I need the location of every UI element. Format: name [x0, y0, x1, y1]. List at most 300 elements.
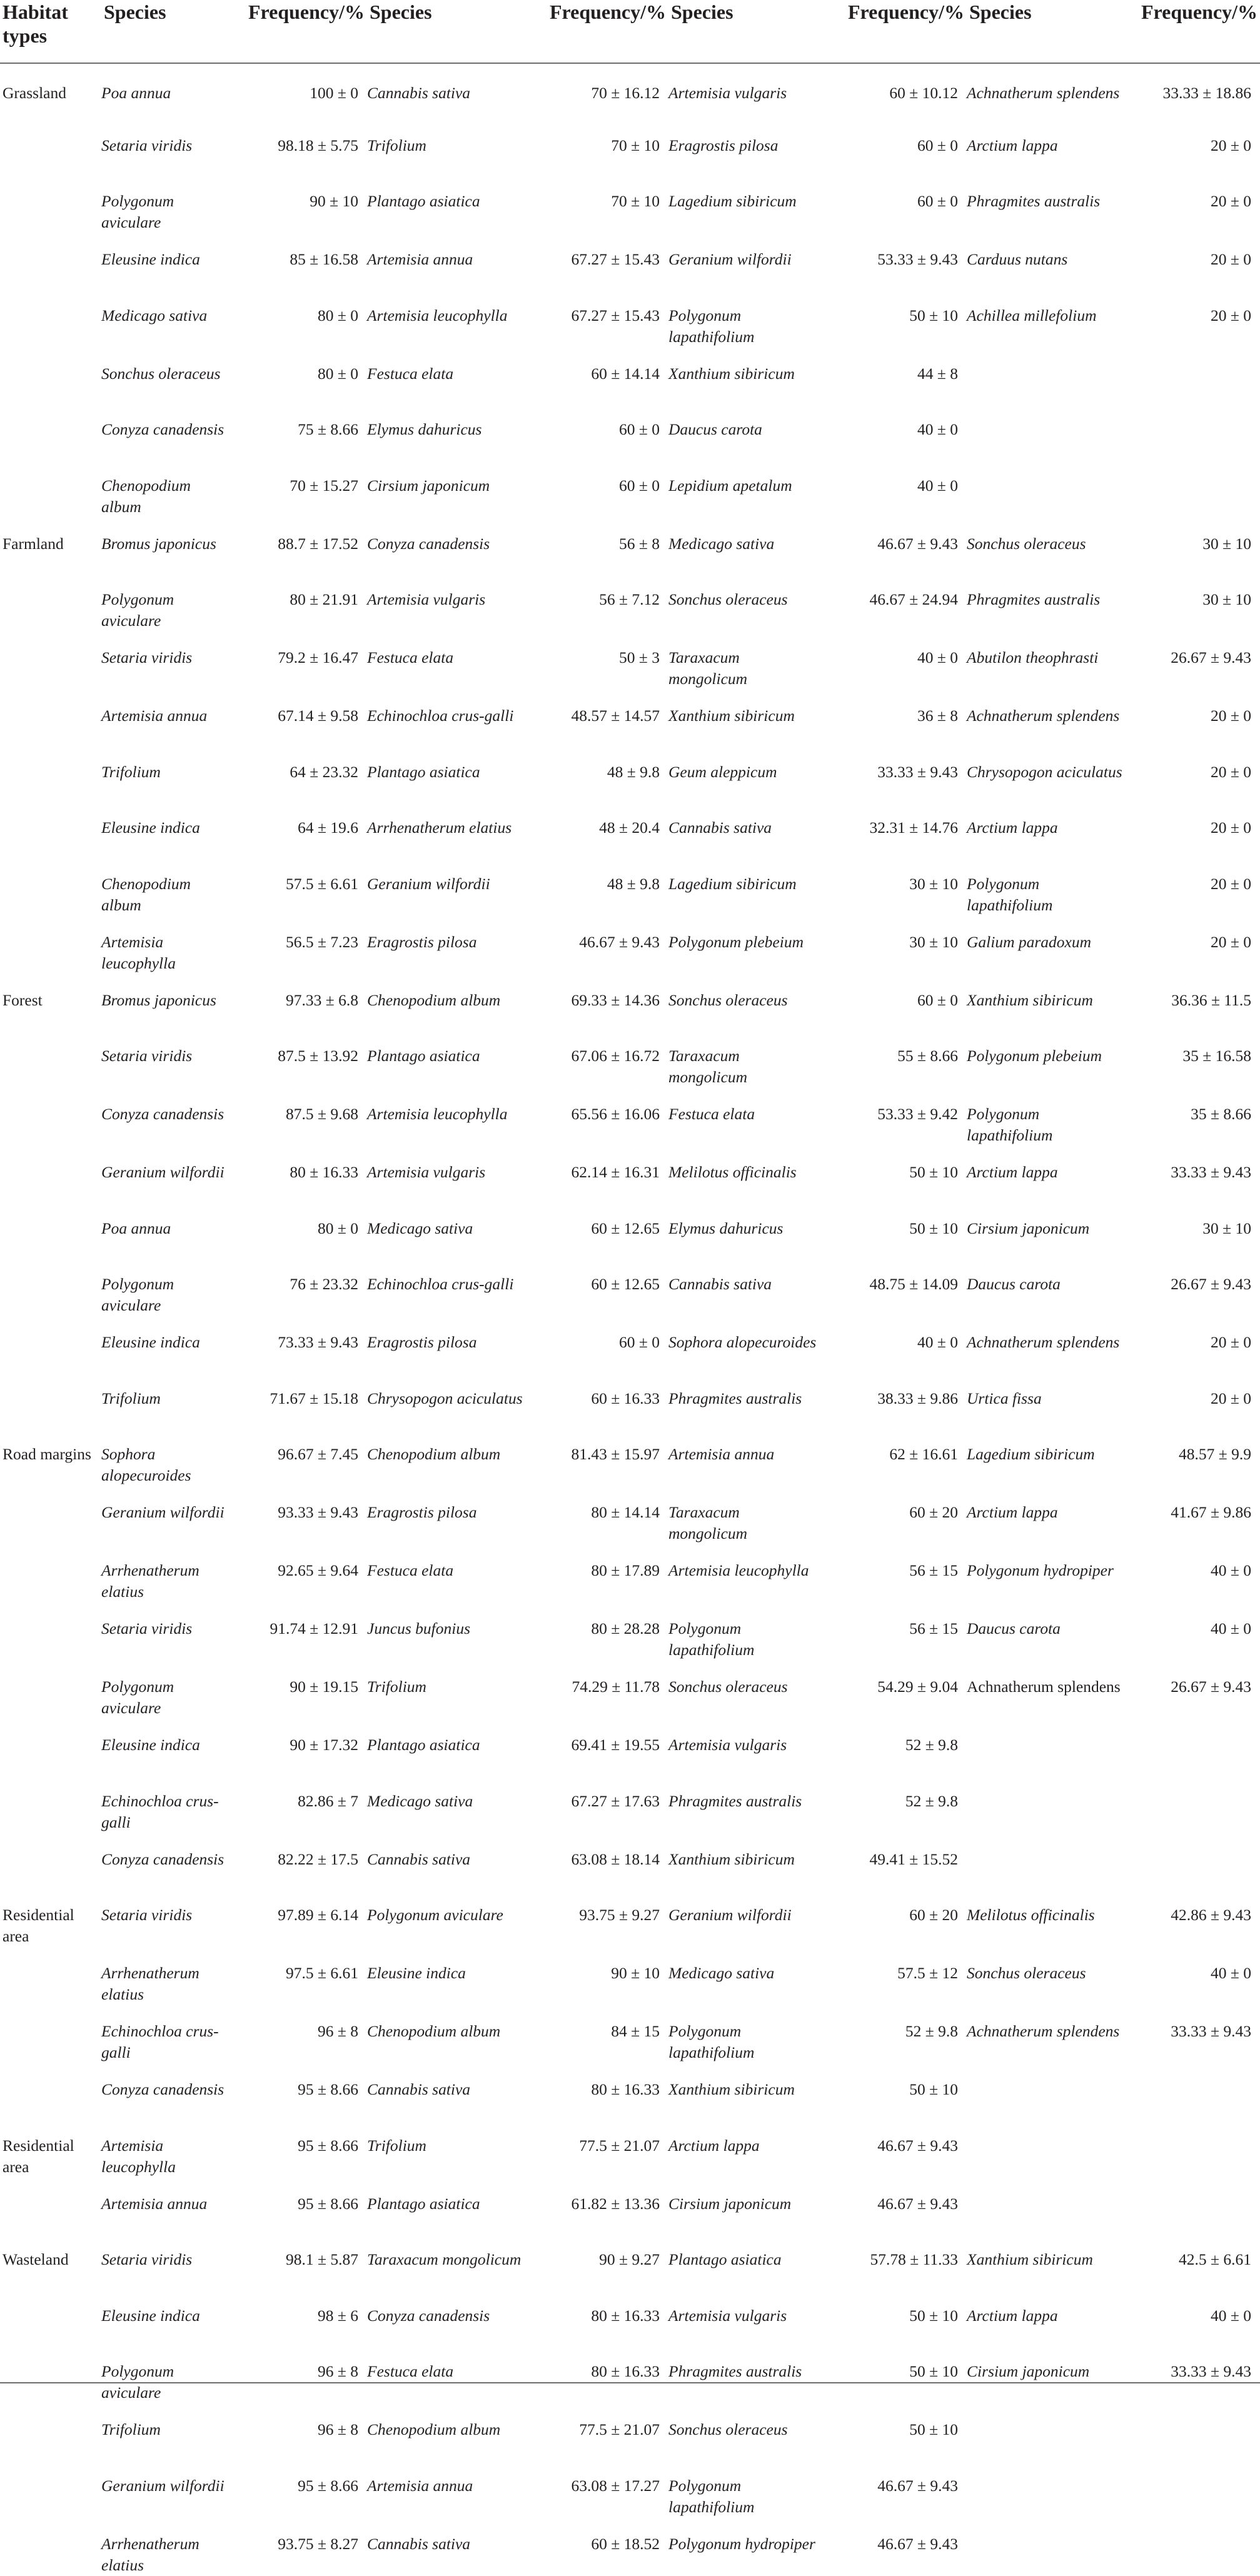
frequency-cell-2-text: 70 ± 10: [611, 192, 660, 210]
species-cell-3: [668, 746, 821, 802]
frequency-cell-3: [821, 1258, 967, 1316]
frequency-cell-4-text: 33.33 ± 18.86: [1162, 84, 1251, 102]
species-cell-3-text: Taraxacum mongolicum: [668, 1047, 748, 1086]
species-cell-1: [101, 1486, 234, 1544]
frequency-cell-2-text: 60 ± 0: [619, 476, 660, 495]
species-cell-1-text: Geranium wilfordii: [101, 1503, 224, 1521]
frequency-cell-4: [1129, 1088, 1260, 1146]
frequency-cell-2-text: 67.27 ± 15.43: [571, 250, 660, 268]
frequency-cell-3: [821, 1030, 967, 1088]
frequency-cell-3: [821, 858, 967, 916]
species-cell-1: [101, 573, 234, 631]
frequency-cell-2-text: 63.08 ± 17.27: [571, 2476, 660, 2495]
species-cell-1-text: Artemisia leucophylla: [101, 932, 176, 972]
frequency-cell-2-text: 60 ± 0: [619, 1333, 660, 1351]
table-row: [0, 2005, 1260, 2063]
habitat-cell-text: Residential area: [3, 1906, 74, 1945]
frequency-cell-2: [532, 1428, 668, 1486]
species-cell-2: [367, 746, 532, 802]
species-cell-4-text: [967, 1833, 1129, 1849]
frequency-cell-1-text: 95 ± 8.66: [298, 2080, 358, 2098]
table-row: [0, 2403, 1260, 2460]
habitat-cell: [0, 175, 101, 233]
frequency-cell-2: [532, 1833, 668, 1889]
species-cell-4: [967, 348, 1129, 404]
species-cell-3: [668, 1833, 821, 1889]
species-cell-1-text: Eleusine indica: [101, 250, 200, 268]
species-cell-2: [367, 63, 532, 119]
frequency-cell-3: [821, 1661, 967, 1719]
species-cell-1: [101, 2460, 234, 2518]
habitat-cell: [0, 2460, 101, 2518]
frequency-cell-3: [821, 1088, 967, 1146]
species-cell-2-text: Chrysopogon aciculatus: [367, 1389, 523, 1407]
species-cell-2-text: Chenopodium album: [367, 2022, 501, 2040]
species-cell-3-text: Daucus carota: [668, 420, 762, 438]
habitat-cell: [0, 518, 101, 574]
frequency-cell-4-text: 40 ± 0: [1211, 1964, 1251, 1982]
table-row: [0, 289, 1260, 348]
species-cell-3-text: Geranium wilfordii: [668, 250, 792, 268]
frequency-cell-3: [821, 348, 967, 404]
species-cell-1-text: Eleusine indica: [101, 1333, 200, 1351]
species-cell-2-text: Plantago asiatica: [367, 1047, 480, 1065]
species-cell-1-text: Setaria viridis: [101, 648, 193, 667]
habitat-cell-text: [3, 2290, 101, 2305]
species-cell-2-text: Cirsium japonicum: [367, 476, 490, 495]
frequency-cell-2: [532, 1719, 668, 1775]
frequency-cell-3-text: 46.67 ± 9.43: [877, 534, 958, 553]
frequency-cell-2: [532, 1202, 668, 1259]
frequency-cell-1-text: 82.22 ± 17.5: [278, 1849, 358, 1868]
species-cell-2-text: Plantago asiatica: [367, 192, 480, 210]
frequency-cell-1: [234, 858, 367, 916]
table-row: [0, 2345, 1260, 2403]
species-cell-1: [101, 1258, 234, 1316]
species-cell-2-text: Echinochloa crus-galli: [367, 707, 514, 725]
table-row: [0, 746, 1260, 802]
habitat-cell: [0, 1602, 101, 1661]
frequency-cell-1: [234, 974, 367, 1030]
species-cell-2: [367, 1947, 532, 2005]
frequency-cell-2: [532, 1544, 668, 1602]
table-row: [0, 1719, 1260, 1775]
frequency-cell-3: [821, 916, 967, 974]
species-cell-1-text: Arrhenatherum elatius: [101, 1561, 199, 1601]
species-cell-3: [668, 2178, 821, 2234]
species-cell-3-text: Xanthium sibiricum: [668, 364, 795, 383]
table-row: [0, 631, 1260, 690]
species-cell-2: [367, 974, 532, 1030]
species-cell-3-text: Artemisia leucophylla: [668, 1561, 809, 1579]
species-cell-2: [367, 858, 532, 916]
frequency-cell-1: [234, 1602, 367, 1661]
header-species-1: Species: [104, 1, 166, 23]
species-cell-2: [367, 119, 532, 176]
species-cell-2: [367, 403, 532, 460]
species-cell-4-text: Achnatherum splendens: [967, 707, 1120, 725]
species-cell-4-text: [967, 2403, 1129, 2419]
species-cell-4: [967, 1775, 1129, 1833]
frequency-cell-4: [1129, 802, 1260, 858]
species-cell-4-text: Polygonum plebeium: [967, 1047, 1102, 1065]
habitat-cell: [0, 746, 101, 802]
species-cell-2: [367, 2403, 532, 2460]
frequency-cell-1: [234, 2403, 367, 2460]
habitat-cell-text: [3, 1030, 101, 1045]
frequency-cell-2: [532, 2120, 668, 2178]
frequency-cell-4-text: 33.33 ± 9.43: [1171, 2362, 1251, 2380]
species-cell-4-text: Cirsium japonicum: [967, 2362, 1090, 2380]
species-cell-1-text: Setaria viridis: [101, 136, 193, 154]
table-row: [0, 348, 1260, 404]
species-cell-4-text: Lagedium sibiricum: [967, 1445, 1095, 1463]
frequency-cell-3: [821, 2178, 967, 2234]
frequency-cell-3: [821, 1602, 967, 1661]
frequency-cell-3: [821, 2233, 967, 2290]
frequency-cell-2: [532, 1316, 668, 1372]
species-cell-3: [668, 1202, 821, 1259]
frequency-cell-1-text: 93.75 ± 8.27: [278, 2534, 358, 2553]
frequency-cell-4: [1129, 1947, 1260, 2005]
habitat-cell-text: Wasteland: [3, 2250, 69, 2268]
habitat-cell-text: [3, 403, 101, 419]
frequency-cell-1: [234, 916, 367, 974]
species-cell-2: [367, 1030, 532, 1088]
species-cell-3: [668, 858, 821, 916]
frequency-cell-4-text: 42.86 ± 9.43: [1171, 1906, 1251, 1924]
frequency-cell-2: [532, 348, 668, 404]
frequency-cell-1: [234, 403, 367, 460]
frequency-cell-1-text: 80 ± 0: [318, 306, 358, 325]
species-cell-2: [367, 1889, 532, 1947]
frequency-cell-2: [532, 2178, 668, 2234]
species-cell-2-text: Artemisia vulgaris: [367, 590, 486, 608]
species-cell-4-text: [967, 1775, 1129, 1791]
frequency-cell-3-text: 50 ± 10: [909, 1219, 958, 1237]
frequency-cell-1-text: 97.5 ± 6.61: [286, 1964, 358, 1982]
frequency-cell-4: [1129, 974, 1260, 1030]
species-cell-3-text: Cirsium japonicum: [668, 2194, 792, 2213]
frequency-cell-2: [532, 2005, 668, 2063]
species-cell-3: [668, 289, 821, 348]
species-cell-3: [668, 1088, 821, 1146]
species-cell-2-text: Chenopodium album: [367, 2420, 501, 2438]
species-cell-1-text: Artemisia annua: [101, 2194, 208, 2213]
species-cell-2: [367, 1372, 532, 1429]
header-habitat-types: Habitat types: [3, 1, 68, 47]
table-row: [0, 460, 1260, 518]
species-cell-4: [967, 289, 1129, 348]
species-cell-2-text: Festuca elata: [367, 2362, 454, 2380]
frequency-cell-4: [1129, 175, 1260, 233]
frequency-cell-1: [234, 1258, 367, 1316]
frequency-cell-4-text: [1129, 1775, 1251, 1791]
species-cell-1: [101, 1316, 234, 1372]
species-cell-4-text: Urtica fissa: [967, 1389, 1042, 1407]
species-cell-2: [367, 1088, 532, 1146]
species-cell-1-text: Poa annua: [101, 1219, 171, 1237]
species-cell-2-text: Artemisia leucophylla: [367, 1105, 508, 1123]
species-cell-1: [101, 1947, 234, 2005]
habitat-cell-text: [3, 1146, 101, 1162]
frequency-cell-1-text: 70 ± 15.27: [290, 476, 358, 495]
species-cell-1: [101, 2233, 234, 2290]
species-cell-3: [668, 233, 821, 289]
species-cell-4-text: Xanthium sibiricum: [967, 990, 1093, 1009]
species-cell-4-text: Galium paradoxum: [967, 932, 1092, 951]
habitat-cell-text: [3, 1316, 101, 1332]
frequency-cell-4-text: [1129, 2460, 1251, 2475]
frequency-cell-1: [234, 1316, 367, 1372]
frequency-cell-2: [532, 2518, 668, 2576]
species-cell-2: [367, 2178, 532, 2234]
frequency-cell-1: [234, 348, 367, 404]
frequency-cell-3: [821, 746, 967, 802]
frequency-cell-4: [1129, 1775, 1260, 1833]
species-cell-2: [367, 1602, 532, 1661]
habitat-cell-text: Farmland: [3, 534, 64, 553]
frequency-cell-1-text: 92.65 ± 9.64: [278, 1561, 358, 1579]
frequency-cell-1-text: 96.67 ± 7.45: [278, 1445, 358, 1463]
habitat-cell-text: [3, 573, 101, 589]
species-cell-2-text: Taraxacum mongolicum: [367, 2250, 522, 2268]
frequency-cell-3-text: 38.33 ± 9.86: [877, 1389, 958, 1407]
species-cell-2-text: Cannabis sativa: [367, 84, 471, 102]
species-cell-1: [101, 1889, 234, 1947]
frequency-cell-4-text: [1129, 460, 1251, 475]
frequency-cell-3-text: 46.67 ± 9.43: [877, 2136, 958, 2155]
frequency-cell-1-text: 100 ± 0: [310, 84, 358, 102]
species-cell-2: [367, 690, 532, 746]
frequency-cell-2: [532, 2063, 668, 2120]
species-cell-4: [967, 2460, 1129, 2518]
table-row: [0, 1947, 1260, 2005]
habitat-cell-text: [3, 1719, 101, 1734]
species-cell-2-text: Eragrostis pilosa: [367, 1333, 477, 1351]
species-cell-1-text: Polygonum aviculare: [101, 192, 174, 231]
frequency-cell-3: [821, 1372, 967, 1429]
species-cell-2: [367, 631, 532, 690]
species-cell-1-text: Conyza canadensis: [101, 1849, 224, 1868]
species-cell-2: [367, 1486, 532, 1544]
frequency-cell-3-text: 33.33 ± 9.43: [877, 762, 958, 781]
table-row: [0, 1544, 1260, 1602]
species-cell-4: [967, 460, 1129, 518]
species-cell-1-text: Setaria viridis: [101, 1906, 193, 1924]
frequency-cell-3: [821, 2345, 967, 2403]
frequency-cell-3: [821, 690, 967, 746]
species-cell-1: [101, 802, 234, 858]
table-row: [0, 1428, 1260, 1486]
habitat-cell-text: [3, 119, 101, 135]
habitat-cell-text: [3, 1372, 101, 1388]
frequency-cell-2-text: 70 ± 16.12: [591, 84, 660, 102]
species-cell-1: [101, 1775, 234, 1833]
table-row: [0, 1030, 1260, 1088]
species-cell-3-text: Medicago sativa: [668, 534, 775, 553]
species-cell-4-text: Sonchus oleraceus: [967, 534, 1086, 553]
frequency-cell-3: [821, 2005, 967, 2063]
frequency-cell-1: [234, 1775, 367, 1833]
species-cell-3: [668, 119, 821, 176]
frequency-cell-1: [234, 1146, 367, 1202]
frequency-cell-2-text: 48 ± 9.8: [607, 874, 660, 893]
frequency-cell-2-text: 60 ± 0: [619, 420, 660, 438]
frequency-cell-4-text: 41.67 ± 9.86: [1171, 1503, 1251, 1521]
habitat-cell: [0, 2063, 101, 2120]
habitat-cell: [0, 1833, 101, 1889]
species-cell-2-text: Chenopodium album: [367, 1445, 501, 1463]
species-cell-2-text: Eragrostis pilosa: [367, 932, 477, 951]
species-cell-1-text: Polygonum aviculare: [101, 2362, 174, 2402]
frequency-cell-1: [234, 1486, 367, 1544]
species-cell-4: [967, 1719, 1129, 1775]
species-cell-4-text: Achnatherum splendens: [967, 1678, 1121, 1696]
header-frequency-1: Frequency/%: [248, 1, 365, 23]
species-cell-1: [101, 289, 234, 348]
species-cell-1: [101, 63, 234, 119]
species-cell-2: [367, 1661, 532, 1719]
species-cell-3-text: Artemisia vulgaris: [668, 1736, 787, 1754]
frequency-cell-3: [821, 2290, 967, 2346]
frequency-cell-3: [821, 289, 967, 348]
frequency-cell-4: [1129, 2403, 1260, 2460]
habitat-cell-text: [3, 2518, 101, 2533]
frequency-cell-3: [821, 2460, 967, 2518]
table-header-row: [0, 0, 1260, 63]
habitat-cell: [0, 1486, 101, 1544]
frequency-cell-3-text: 50 ± 10: [909, 306, 958, 325]
species-cell-3: [668, 460, 821, 518]
species-cell-4-text: [967, 1719, 1129, 1734]
frequency-cell-1-text: 98 ± 6: [318, 2306, 358, 2325]
frequency-cell-3: [821, 802, 967, 858]
table-row: [0, 1316, 1260, 1372]
species-cell-1-text: Sonchus oleraceus: [101, 364, 221, 383]
frequency-cell-4: [1129, 289, 1260, 348]
frequency-cell-2-text: 81.43 ± 15.97: [571, 1445, 660, 1463]
species-cell-3: [668, 1661, 821, 1719]
species-cell-1: [101, 2290, 234, 2346]
frequency-cell-1: [234, 1947, 367, 2005]
frequency-cell-3-text: 30 ± 10: [909, 932, 958, 951]
species-cell-2: [367, 1544, 532, 1602]
species-cell-3: [668, 1544, 821, 1602]
frequency-cell-1: [234, 63, 367, 119]
frequency-cell-1-text: 97.89 ± 6.14: [278, 1906, 358, 1924]
species-cell-4: [967, 1947, 1129, 2005]
species-cell-4: [967, 1316, 1129, 1372]
table-row: [0, 2290, 1260, 2346]
species-cell-4-text: Achillea millefolium: [967, 306, 1097, 325]
species-cell-4: [967, 1258, 1129, 1316]
species-cell-3-text: Cannabis sativa: [668, 818, 772, 837]
frequency-cell-2: [532, 175, 668, 233]
species-cell-3: [668, 2460, 821, 2518]
species-cell-2-text: Plantago asiatica: [367, 2194, 480, 2213]
frequency-cell-2: [532, 2460, 668, 2518]
frequency-cell-2: [532, 573, 668, 631]
table-row: [0, 119, 1260, 176]
frequency-cell-1: [234, 1661, 367, 1719]
habitat-cell-text: [3, 289, 101, 305]
frequency-cell-3: [821, 63, 967, 119]
frequency-cell-3-text: 50 ± 10: [909, 2420, 958, 2438]
table-row: [0, 1833, 1260, 1889]
species-cell-1: [101, 746, 234, 802]
table-body: [0, 63, 1260, 2576]
frequency-cell-2-text: 84 ± 15: [611, 2022, 660, 2040]
frequency-cell-2: [532, 233, 668, 289]
species-cell-1: [101, 2005, 234, 2063]
species-cell-3: [668, 1428, 821, 1486]
frequency-cell-4: [1129, 460, 1260, 518]
species-cell-4: [967, 2403, 1129, 2460]
species-cell-3-text: Sonchus oleraceus: [668, 1678, 788, 1696]
species-cell-4-text: Phragmites australis: [967, 590, 1101, 608]
species-cell-3-text: Festuca elata: [668, 1105, 755, 1123]
frequency-cell-2-text: 93.75 ± 9.27: [579, 1906, 660, 1924]
species-cell-4-text: Cirsium japonicum: [967, 1219, 1090, 1237]
frequency-cell-4: [1129, 518, 1260, 574]
habitat-cell: [0, 1088, 101, 1146]
frequency-cell-1-text: 90 ± 19.15: [290, 1678, 358, 1696]
species-cell-2: [367, 460, 532, 518]
habitat-cell-text: [3, 2178, 101, 2193]
species-cell-4: [967, 1202, 1129, 1259]
frequency-cell-4-text: 35 ± 8.66: [1191, 1105, 1251, 1123]
frequency-cell-4-text: 20 ± 0: [1211, 874, 1251, 893]
header-species-2: Species: [370, 1, 432, 23]
frequency-cell-4-text: 35 ± 16.58: [1182, 1047, 1251, 1065]
header-species-3: Species: [671, 1, 733, 23]
frequency-cell-2: [532, 802, 668, 858]
habitat-cell: [0, 1316, 101, 1372]
frequency-cell-4: [1129, 2518, 1260, 2576]
frequency-cell-3-text: 40 ± 0: [917, 648, 958, 667]
header-frequency-3: Frequency/%: [847, 1, 964, 23]
frequency-cell-1-text: 64 ± 23.32: [290, 762, 358, 781]
frequency-cell-2: [532, 403, 668, 460]
habitat-cell-text: [3, 916, 101, 932]
frequency-cell-2-text: 74.29 ± 11.78: [572, 1678, 660, 1696]
species-cell-2-text: Conyza canadensis: [367, 534, 490, 553]
frequency-cell-2: [532, 974, 668, 1030]
frequency-cell-3-text: 40 ± 0: [917, 1333, 958, 1351]
species-cell-3: [668, 690, 821, 746]
species-cell-1-text: Bromus japonicus: [101, 990, 216, 1009]
species-cell-2-text: Artemisia annua: [367, 250, 473, 268]
species-cell-3-text: Polygonum lapathifolium: [668, 2022, 755, 2061]
frequency-cell-4-text: 20 ± 0: [1211, 762, 1251, 781]
table-row: [0, 2518, 1260, 2576]
frequency-cell-2: [532, 1602, 668, 1661]
species-cell-2: [367, 2518, 532, 2576]
species-cell-4-text: [967, 2178, 1129, 2193]
frequency-cell-3: [821, 1486, 967, 1544]
frequency-cell-4: [1129, 1602, 1260, 1661]
frequency-cell-1-text: 71.67 ± 15.18: [270, 1389, 358, 1407]
species-cell-4-text: Arctium lappa: [967, 136, 1058, 154]
species-cell-1-text: Sophora alopecuroides: [101, 1445, 191, 1484]
frequency-cell-1: [234, 1719, 367, 1775]
header-frequency-2: Frequency/%: [549, 1, 666, 23]
habitat-cell: [0, 1372, 101, 1429]
species-cell-3: [668, 1602, 821, 1661]
species-cell-1: [101, 1428, 234, 1486]
frequency-cell-1-text: 80 ± 0: [318, 1219, 358, 1237]
